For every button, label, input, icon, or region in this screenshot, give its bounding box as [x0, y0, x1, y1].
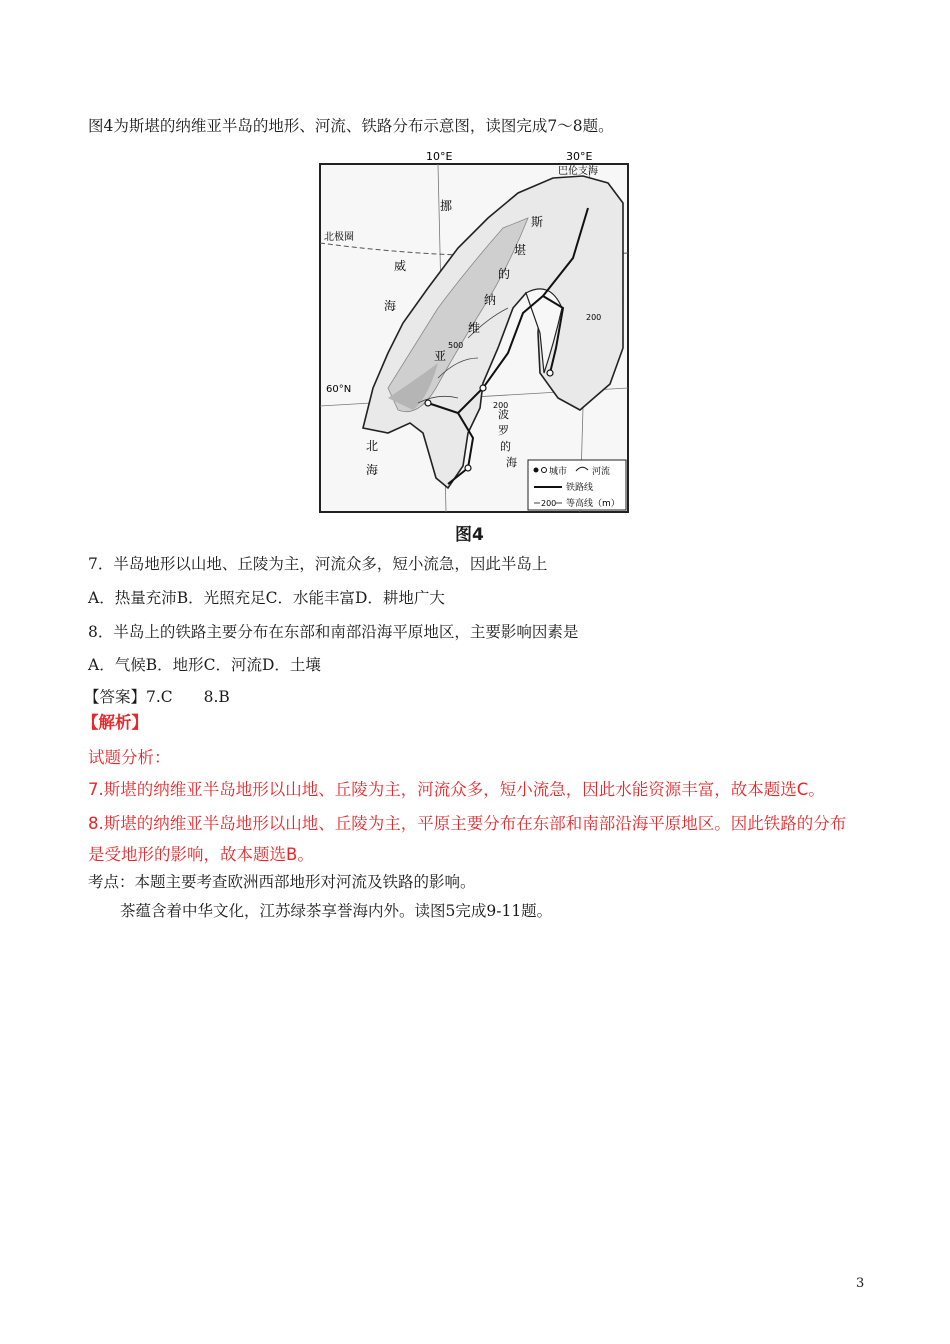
- barents-sea-label: 巴伦支海: [558, 166, 598, 177]
- north-sea-char-2: 海: [366, 463, 379, 477]
- scandinavia-map: [318, 148, 630, 516]
- arctic-circle-label: 北极圈: [324, 232, 354, 243]
- lon-label-30e: 30°E: [566, 150, 593, 163]
- norwegian-sea-char-1: 挪: [440, 199, 453, 213]
- baltic-sea-char-3: 的: [500, 440, 511, 453]
- baltic-sea-char-1: 波: [498, 408, 509, 421]
- contour-value-label: 200: [493, 401, 509, 410]
- next-question-intro: 茶蕴含着中华文化，江苏绿茶享誉海内外。读图5完成9-11题。: [120, 902, 553, 920]
- legend-contour: 等高线（m）: [566, 499, 620, 509]
- baltic-sea-char-2: 罗: [498, 424, 509, 437]
- legend-river: 河流: [592, 467, 611, 477]
- analysis-title: 【解析】: [82, 713, 148, 732]
- lat-label-60n: 60°N: [326, 384, 352, 395]
- intro-text: 图4为斯堪的纳维亚半岛的地形、河流、铁路分布示意图，读图完成7～8题。: [88, 117, 614, 135]
- analysis-8-line-2: 是受地形的影响，故本题选B。: [88, 845, 314, 864]
- page-number: 3: [856, 1276, 865, 1291]
- analysis-7: 7.斯堪的纳维亚半岛地形以山地、丘陵为主，河流众多，短小流急，因此水能资源丰富，故本题选C。: [88, 780, 825, 799]
- analysis-8-line-1: 8.斯堪的纳维亚半岛地形以山地、丘陵为主，平原主要分布在东部和南部沿海平原地区。因此铁路的分布: [88, 814, 847, 833]
- legend-railway: 铁路线: [566, 483, 594, 493]
- peninsula-char-5: 维: [468, 321, 481, 335]
- contour-value-label: 500: [448, 341, 464, 350]
- question-8-options: A．气候B．地形C．河流D．土壤: [88, 656, 321, 674]
- peninsula-char-1: 斯: [531, 215, 544, 229]
- analysis-subtitle: 试题分析：: [88, 748, 171, 767]
- figure-caption: 图4: [455, 525, 484, 545]
- peninsula-char-6: 亚: [434, 349, 447, 363]
- peninsula-char-4: 纳: [484, 293, 497, 307]
- lon-label-10e: 10°E: [426, 150, 453, 163]
- peninsula-char-3: 的: [498, 267, 511, 281]
- norwegian-sea-char-2: 威: [394, 259, 407, 273]
- question-7-options: A．热量充沛B．光照充足C．水能丰富D．耕地广大: [88, 589, 445, 607]
- kaodian-text: 考点：本题主要考查欧洲西部地形对河流及铁路的影响。: [88, 873, 476, 891]
- legend-contour-value: 200: [541, 499, 557, 508]
- contour-value-label: 200: [586, 313, 602, 322]
- question-7: 7．半岛地形以山地、丘陵为主，河流众多，短小流急，因此半岛上: [88, 555, 548, 573]
- question-8: 8．半岛上的铁路主要分布在东部和南部沿海平原地区，主要影响因素是: [88, 623, 579, 641]
- baltic-sea-char-4: 海: [506, 456, 517, 469]
- scandinavia-map-figure: [318, 148, 630, 516]
- map-legend: [528, 460, 626, 510]
- legend-city: 城市: [549, 467, 568, 477]
- peninsula-char-2: 堪: [514, 243, 527, 257]
- norwegian-sea-char-3: 海: [384, 299, 397, 313]
- north-sea-char-1: 北: [366, 439, 379, 453]
- answer-line: 【答案】7.C 8.B: [84, 688, 230, 706]
